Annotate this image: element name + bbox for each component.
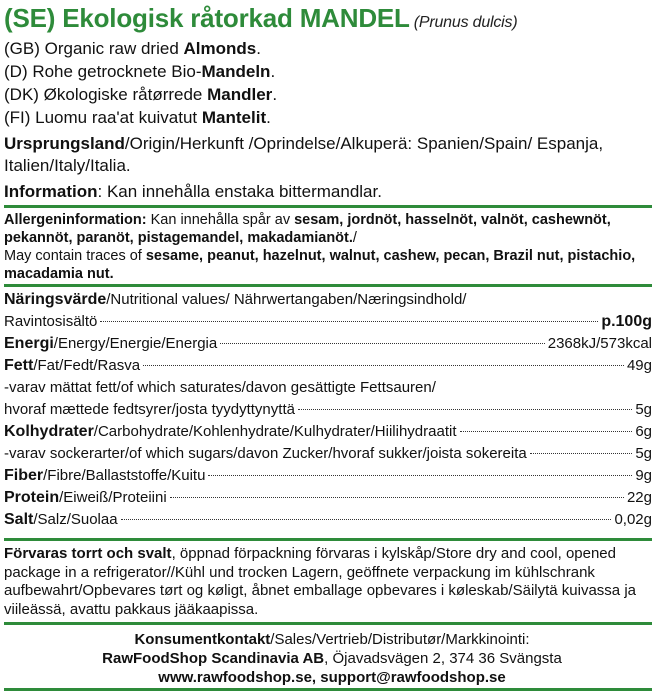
nutrition-row-saturates-line1: -varav mättat fett/of which saturates/davon gesättigte Fettsauren/ <box>4 379 436 396</box>
dot-leader <box>100 321 598 322</box>
dot-leader <box>121 519 612 520</box>
dot-leader <box>530 453 633 454</box>
nutrition-header-line2: Ravintosisältö p.100g <box>4 313 652 330</box>
contact-address-line: RawFoodShop Scandinavia AB, Öjavadsvägen 2, 374 36 Svängsta <box>102 650 562 667</box>
dot-leader <box>220 343 545 344</box>
nutrition-row-carbohydrate: Kolhydrater/Carbohydrate/Kohlenhydrate/Kulhydrater/Hiilihydraatit 6g <box>4 423 652 440</box>
dot-leader <box>460 431 633 432</box>
nutrition-row-energy: Energi/Energy/Energie/Energia 2368kJ/573kcal <box>4 335 652 352</box>
contact-web-line: www.rawfoodshop.se, support@rawfoodshop.se <box>158 669 506 686</box>
nutrition-row-saturates: hvoraf mættede fedtsyrer/josta tyydyttynyttä 5g <box>4 401 652 418</box>
title-latin: (Prunus dulcis) <box>413 14 518 31</box>
lang-line-dk: (DK) Økologiske råtørrede Mandler. <box>4 85 278 104</box>
allergen-info: Allergeninformation: Kan innehålla spår av sesam, jordnöt, hasselnöt, valnöt, cashewnöt, pekannöt, paranöt, pistagemandel, makadamianöt./ May contain traces of sesame, peanut, hazelnut, walnut, cashew, pecan, Brazil nut, pistachio, macadamia nut. <box>4 212 636 282</box>
divider <box>4 205 652 208</box>
origin-text: Ursprungsland/Origin/Herkunft /Oprindelse/Alkuperä: Spanien/Spain/ Espanja, Italien/Italy/Italia. <box>4 134 604 175</box>
divider <box>4 622 652 625</box>
lang-line-gb: (GB) Organic raw dried Almonds. <box>4 39 261 58</box>
dot-leader <box>170 497 624 498</box>
information-text: Information: Kan innehålla enstaka bittermandlar. <box>4 182 382 201</box>
divider <box>4 284 652 287</box>
nutrition-row-sugars: -varav sockerarter/of which sugars/davon Zucker/hvoraf sukker/joista sokereita 5g <box>4 445 652 462</box>
nutrition-header: Näringsvärde/Nutritional values/ Nährwertangaben/Næringsindhold/ <box>4 291 467 308</box>
title-main: (SE) Ekologisk råtorkad MANDEL <box>4 3 410 33</box>
nutrition-row-protein: Protein/Eiweiß/Proteiini 22g <box>4 489 652 506</box>
lang-line-fi: (FI) Luomu raa'at kuivatut Mantelit. <box>4 108 271 127</box>
storage-info: Förvaras torrt och svalt, öppnad förpackning förvaras i kylskåp/Store dry and cool, opened package in a refrigerator//Kühl und trocken Lagern, geöffnete verpackung im kühlschrank aufbewahrt/Opbevares tørt og køligt, åbnet emballage opbevares i køleskab/Säilytä kuivassa ja viileässä, avattu pakkaus jääkaapissa. <box>4 545 636 618</box>
dot-leader <box>298 409 632 410</box>
divider <box>4 538 652 541</box>
dot-leader <box>208 475 632 476</box>
dot-leader <box>143 365 624 366</box>
nutrition-row-salt: Salt/Salz/Suolaa 0,02g <box>4 511 652 528</box>
product-title <box>4 3 517 34</box>
nutrition-row-fibre: Fiber/Fibre/Ballaststoffe/Kuitu 9g <box>4 467 652 484</box>
lang-line-de: (D) Rohe getrocknete Bio-Mandeln. <box>4 62 276 81</box>
contact-label-line: Konsumentkontakt/Sales/Vertrieb/Distributør/Markkinointi: <box>134 631 530 648</box>
divider <box>4 688 652 691</box>
nutrition-row-fat: Fett/Fat/Fedt/Rasva 49g <box>4 357 652 374</box>
